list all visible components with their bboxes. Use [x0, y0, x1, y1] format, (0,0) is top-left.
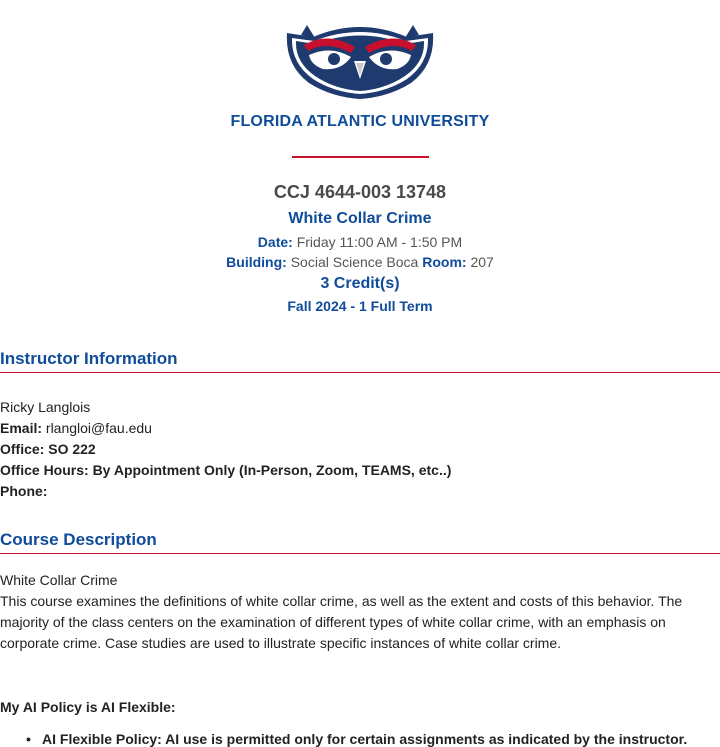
ai-policy-list: [0, 731, 720, 747]
ai-policy-heading: My AI Policy is AI Flexible:: [0, 699, 176, 715]
instructor-name: Ricky Langlois: [0, 399, 91, 415]
fau-owl-logo: [279, 7, 441, 101]
course-title: White Collar Crime: [288, 210, 432, 227]
email-label: Email:: [0, 420, 43, 436]
course-description: [0, 570, 720, 654]
room-value: 207: [470, 254, 494, 270]
course-location: [0, 254, 720, 270]
email-link[interactable]: rlangloi@fau.edu: [45, 420, 152, 436]
description-title: White Collar Crime: [0, 572, 118, 588]
syllabus-page: [0, 7, 720, 747]
description-body: This course examines the definitions of white collar crime, as well as the extent and costs of this behavior. The majority of the class centers on the examination of different types of white collar crime, with an emphasis on corporate crime. Case studies are used to illustrate specific instances of white collar crime.: [0, 593, 683, 651]
instructor-phone: Phone:: [0, 483, 48, 499]
ai-policy-item: • AI Flexible Policy: AI use is permitted only for certain assignments as indicated by the instructor.: [42, 731, 720, 747]
header-divider: [292, 156, 429, 158]
instructor-office: Office: SO 222: [0, 441, 96, 457]
building-value: Social Science Boca: [290, 254, 419, 270]
course-credits: 3 Credit(s): [320, 275, 400, 292]
instructor-email: [0, 418, 720, 439]
course-term: Fall 2024 - 1 Full Term: [287, 298, 433, 314]
course-description-heading: Course Description: [0, 530, 720, 554]
instructor-heading: Instructor Information: [0, 349, 720, 373]
instructor-office-hours: Office Hours: By Appointment Only (In-Person, Zoom, TEAMS, etc..): [0, 462, 452, 478]
instructor-info: [0, 397, 720, 502]
university-name: FLORIDA ATLANTIC UNIVERSITY: [230, 113, 490, 130]
course-code: CCJ 4644-003 13748: [273, 182, 447, 202]
room-label: Room:: [422, 254, 467, 270]
date-label: Date:: [257, 234, 293, 250]
date-value: Friday 11:00 AM - 1:50 PM: [296, 234, 463, 250]
course-date: [0, 234, 720, 250]
building-label: Building:: [226, 254, 287, 270]
